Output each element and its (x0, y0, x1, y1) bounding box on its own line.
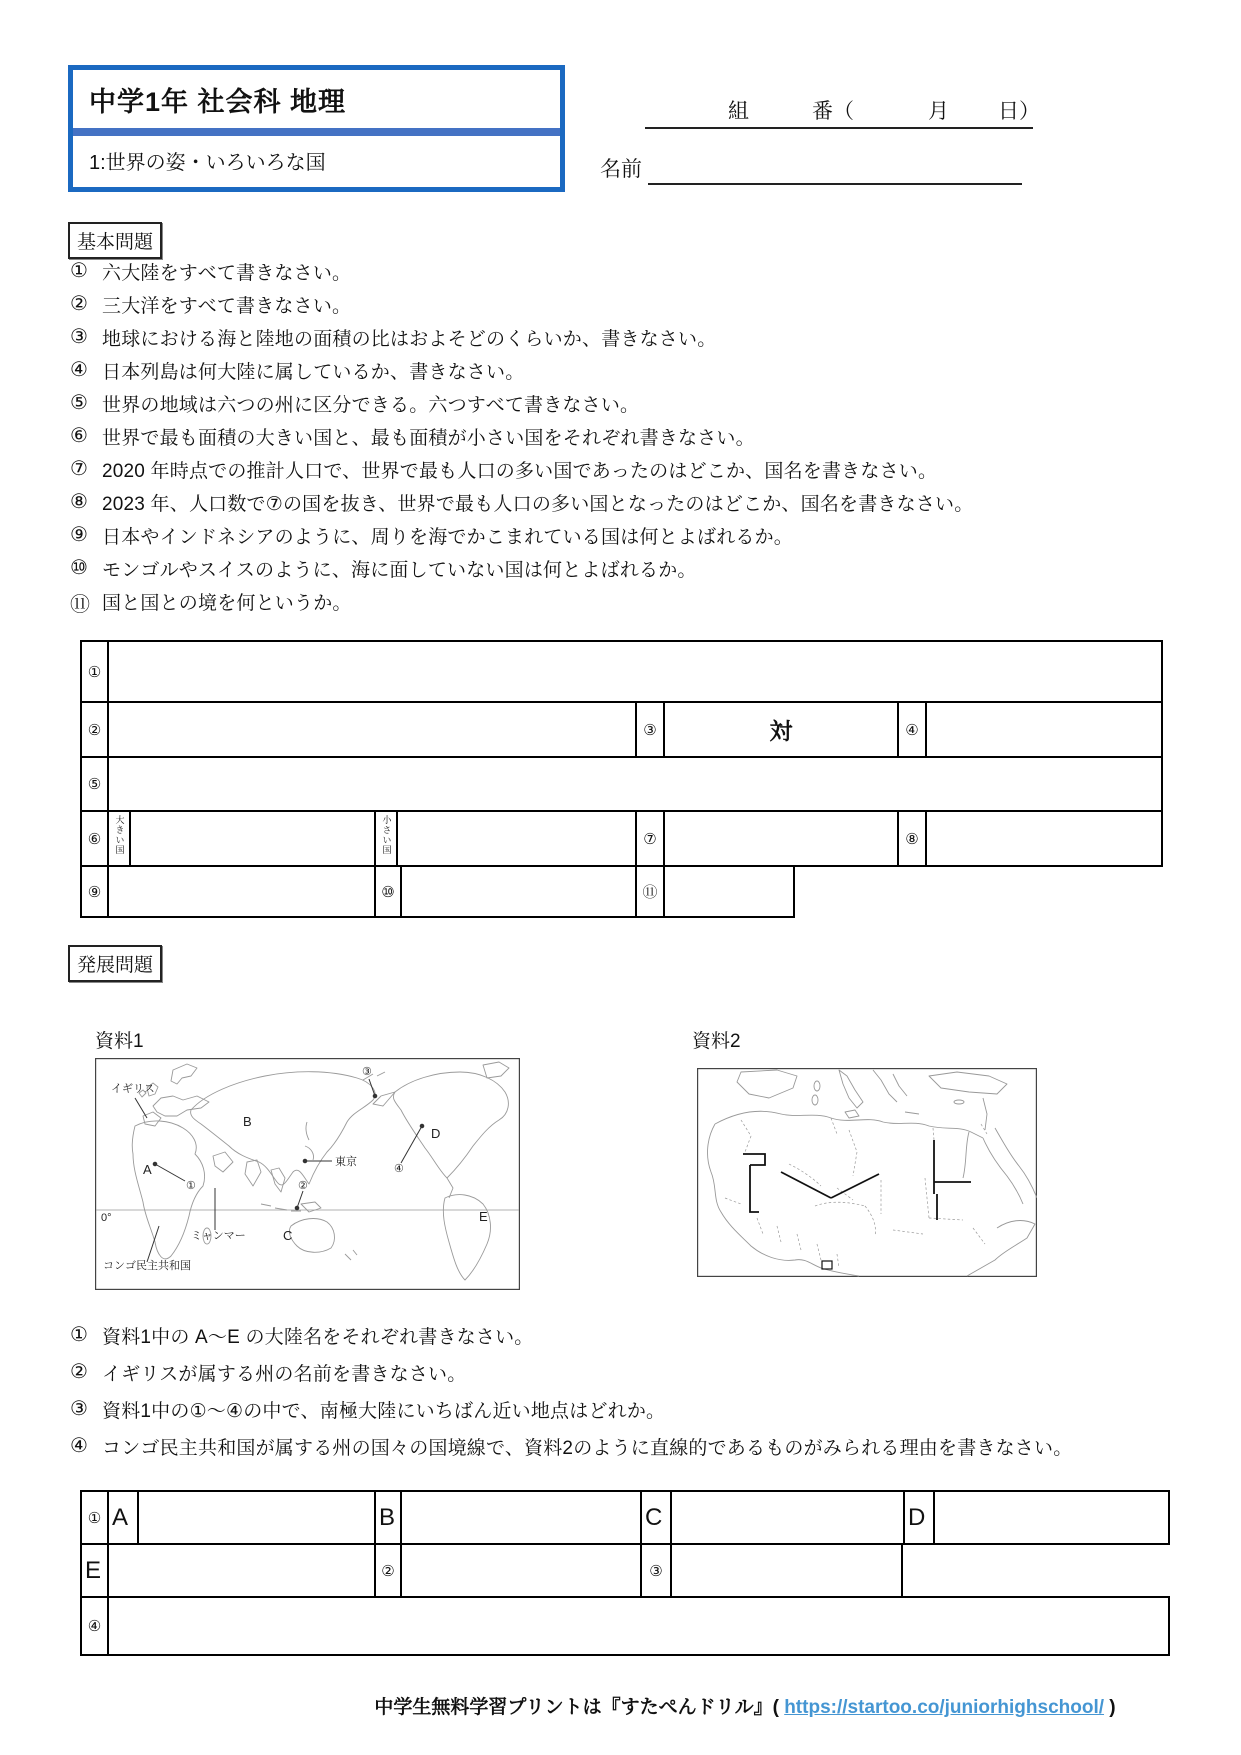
basic-question-11 (70, 588, 1220, 617)
map1-label-congo: コンゴ民主共和国 (103, 1260, 191, 1272)
question-text: 三大洋をすべて書きなさい。 (102, 296, 352, 317)
question-text: イギリスが属する州の名前を書きなさい。 (102, 1364, 467, 1385)
advanced-answer-table (80, 1490, 1170, 1656)
footer-link[interactable]: https://startoo.co/juniorhighschool/ (784, 1697, 1105, 1718)
question-number: ⑧ (70, 491, 88, 513)
question-text: コンゴ民主共和国が属する州の国々の国境線で、資料2のように直線的であるものがみられる理由を書きなさい。 (102, 1438, 1073, 1459)
map1-label-d: D (431, 1126, 441, 1141)
basic-question-3 (70, 324, 1220, 351)
answer-label: ⑦ (637, 812, 665, 865)
africa-map (697, 1068, 1037, 1277)
answer-cell (672, 1545, 901, 1596)
map1-label-b: B (243, 1114, 252, 1129)
advanced-question-1 (70, 1322, 1220, 1349)
table-row (80, 1543, 903, 1598)
coastlines (708, 1070, 1037, 1276)
advanced-question-4 (70, 1433, 1220, 1460)
name-label: 名前 (600, 158, 642, 181)
question-number: ② (70, 293, 88, 315)
map2-marker-box (822, 1261, 832, 1269)
map1-labels (101, 1066, 488, 1272)
answer-cell (927, 703, 1161, 756)
answer-cell (398, 812, 637, 865)
question-text: 世界の地域は六つの州に区分できる。六つすべて書きなさい。 (102, 395, 640, 416)
table-row (80, 701, 1163, 758)
question-number: ⑩ (70, 557, 88, 579)
name-underline (648, 153, 1022, 185)
answer-label: ② (376, 1545, 402, 1596)
map1-label-uk: イギリス (111, 1083, 155, 1095)
table-row (80, 640, 1163, 703)
table-row (80, 810, 1163, 867)
straight-borders-bold (743, 1140, 971, 1220)
map1-label-point1: ① (186, 1180, 196, 1192)
country-borders-dashed (725, 1118, 987, 1268)
basic-section-label: 基本問題 (68, 222, 162, 259)
number-label: 番（ (812, 100, 854, 123)
title-box (68, 65, 565, 192)
answer-label: ⑩ (376, 867, 402, 916)
answer-cell (139, 1492, 376, 1543)
answer-cell (109, 867, 376, 916)
answer-cell (927, 812, 1161, 865)
question-number: ③ (70, 326, 88, 348)
question-number: ① (70, 260, 88, 282)
basic-question-4 (70, 357, 1220, 384)
table-row (80, 1490, 1170, 1545)
map1-label-tokyo: 東京 (335, 1156, 357, 1168)
map1-label-e: E (479, 1209, 488, 1224)
answer-label: ⑤ (82, 758, 109, 810)
question-text: 2020 年時点での推計人口で、世界で最も人口の多い国であったのはどこか、国名を書きなさい。 (102, 461, 938, 482)
table-row (80, 1596, 1170, 1656)
answer-cell (131, 812, 376, 865)
basic-question-6 (70, 423, 1220, 450)
question-number: ⑨ (70, 524, 88, 546)
answer-label: ③ (637, 703, 665, 756)
map1-label-point2: ② (298, 1180, 308, 1192)
basic-question-5 (70, 390, 1220, 417)
answer-cell (665, 812, 899, 865)
answer-cell (109, 758, 1161, 810)
advanced-question-2 (70, 1359, 1220, 1386)
continent-d-label: D (905, 1492, 935, 1543)
continent-c-label: C (642, 1492, 672, 1543)
table-row (80, 756, 1163, 812)
map1-label-point3: ③ (362, 1066, 372, 1078)
question-number: ⑦ (70, 458, 88, 480)
answer-cell (665, 867, 793, 916)
answer-cell (109, 703, 637, 756)
question-number: ⑥ (70, 425, 88, 447)
small-country-sublabel: 小さい国 (376, 812, 398, 865)
day-label: 日） (998, 100, 1040, 123)
class-label: 組 (728, 100, 749, 123)
page-subtitle: 1:世界の姿・いろいろな国 (89, 151, 326, 174)
question-text: 資料1中の①～④の中で、南極大陸にいちばん近い地点はどれか。 (102, 1401, 666, 1422)
question-number: ③ (70, 1398, 88, 1420)
answer-cell (402, 1545, 642, 1596)
answer-label: ② (82, 703, 109, 756)
basic-question-7 (70, 456, 1220, 483)
map1-label-a: A (143, 1162, 152, 1177)
advanced-question-3 (70, 1396, 1220, 1423)
question-text: モンゴルやスイスのように、海に面していない国は何とよばれるか。 (102, 560, 697, 581)
answer-label: ① (82, 1492, 109, 1543)
basic-question-2 (70, 291, 1220, 318)
basic-question-8 (70, 489, 1220, 516)
coastlines (132, 1062, 509, 1280)
question-text: 2023 年、人口数で⑦の国を抜き、世界で最も人口の多い国となったのはどこか、国名を書きなさい。 (102, 494, 974, 515)
question-text: 世界で最も面積の大きい国と、最も面積が小さい国をそれぞれ書きなさい。 (102, 428, 755, 449)
map1-leader-lines (135, 1079, 424, 1262)
answer-label: ⑪ (637, 867, 665, 916)
question-text: 国と国との境を何というか。 (102, 593, 352, 614)
question-number: ④ (70, 359, 88, 381)
question-number: ② (70, 1361, 88, 1383)
answer-label: ④ (82, 1598, 109, 1654)
map1-label-c: C (283, 1228, 293, 1243)
answer-label: ⑥ (82, 812, 109, 865)
map1-label-myanmar: ミャンマー (191, 1230, 246, 1242)
basic-question-1 (70, 258, 1220, 285)
answer-label: ⑧ (899, 812, 927, 865)
continent-b-label: B (376, 1492, 402, 1543)
basic-answer-table (80, 640, 1163, 918)
answer-label: ④ (899, 703, 927, 756)
question-number: ① (70, 1324, 88, 1346)
answer-cell (402, 867, 637, 916)
continent-e-label: E (82, 1545, 109, 1596)
answer-cell (672, 1492, 905, 1543)
ratio-tai-cell: 対 (665, 703, 899, 756)
answer-cell (402, 1492, 642, 1543)
footer-prefix: 中学生無料学習プリントは『すたぺんドリル』( (374, 1697, 785, 1718)
answer-label: ③ (642, 1545, 672, 1596)
month-label: 月 (928, 100, 949, 123)
basic-question-9 (70, 522, 1220, 549)
question-text: 地球における海と陸地の面積の比はおよそどのくらいか、書きなさい。 (102, 329, 717, 350)
basic-question-10 (70, 555, 1220, 582)
title-divider (73, 128, 560, 136)
answer-cell (109, 1598, 1168, 1654)
question-number: ④ (70, 1435, 88, 1457)
answer-cell (109, 642, 1161, 701)
question-text: 六大陸をすべて書きなさい。 (102, 263, 352, 284)
answer-label: ① (82, 642, 109, 701)
shiryo1-label: 資料1 (95, 1031, 144, 1052)
big-country-sublabel: 大きい国 (109, 812, 131, 865)
question-number: ⑤ (70, 392, 88, 414)
answer-cell (935, 1492, 1168, 1543)
footer (245, 1692, 1241, 1719)
question-number: ⑪ (70, 594, 90, 616)
answer-label: ⑨ (82, 867, 109, 916)
page-title: 中学1年 社会科 地理 (89, 86, 347, 117)
advanced-section-label: 発展問題 (68, 945, 162, 982)
shiryo2-label: 資料2 (692, 1031, 741, 1052)
question-text: 日本やインドネシアのように、周りを海でかこまれている国は何とよばれるか。 (102, 527, 794, 548)
question-text: 資料1中の A～E の大陸名をそれぞれ書きなさい。 (102, 1327, 534, 1348)
continent-a-label: A (109, 1492, 139, 1543)
answer-cell (109, 1545, 376, 1596)
question-text: 日本列島は何大陸に属しているか、書きなさい。 (102, 362, 525, 383)
map1-label-point4: ④ (394, 1163, 404, 1175)
map1-label-equator: 0° (101, 1212, 112, 1224)
table-row (80, 865, 795, 918)
world-map (95, 1058, 520, 1290)
footer-suffix: ) (1104, 1697, 1116, 1718)
